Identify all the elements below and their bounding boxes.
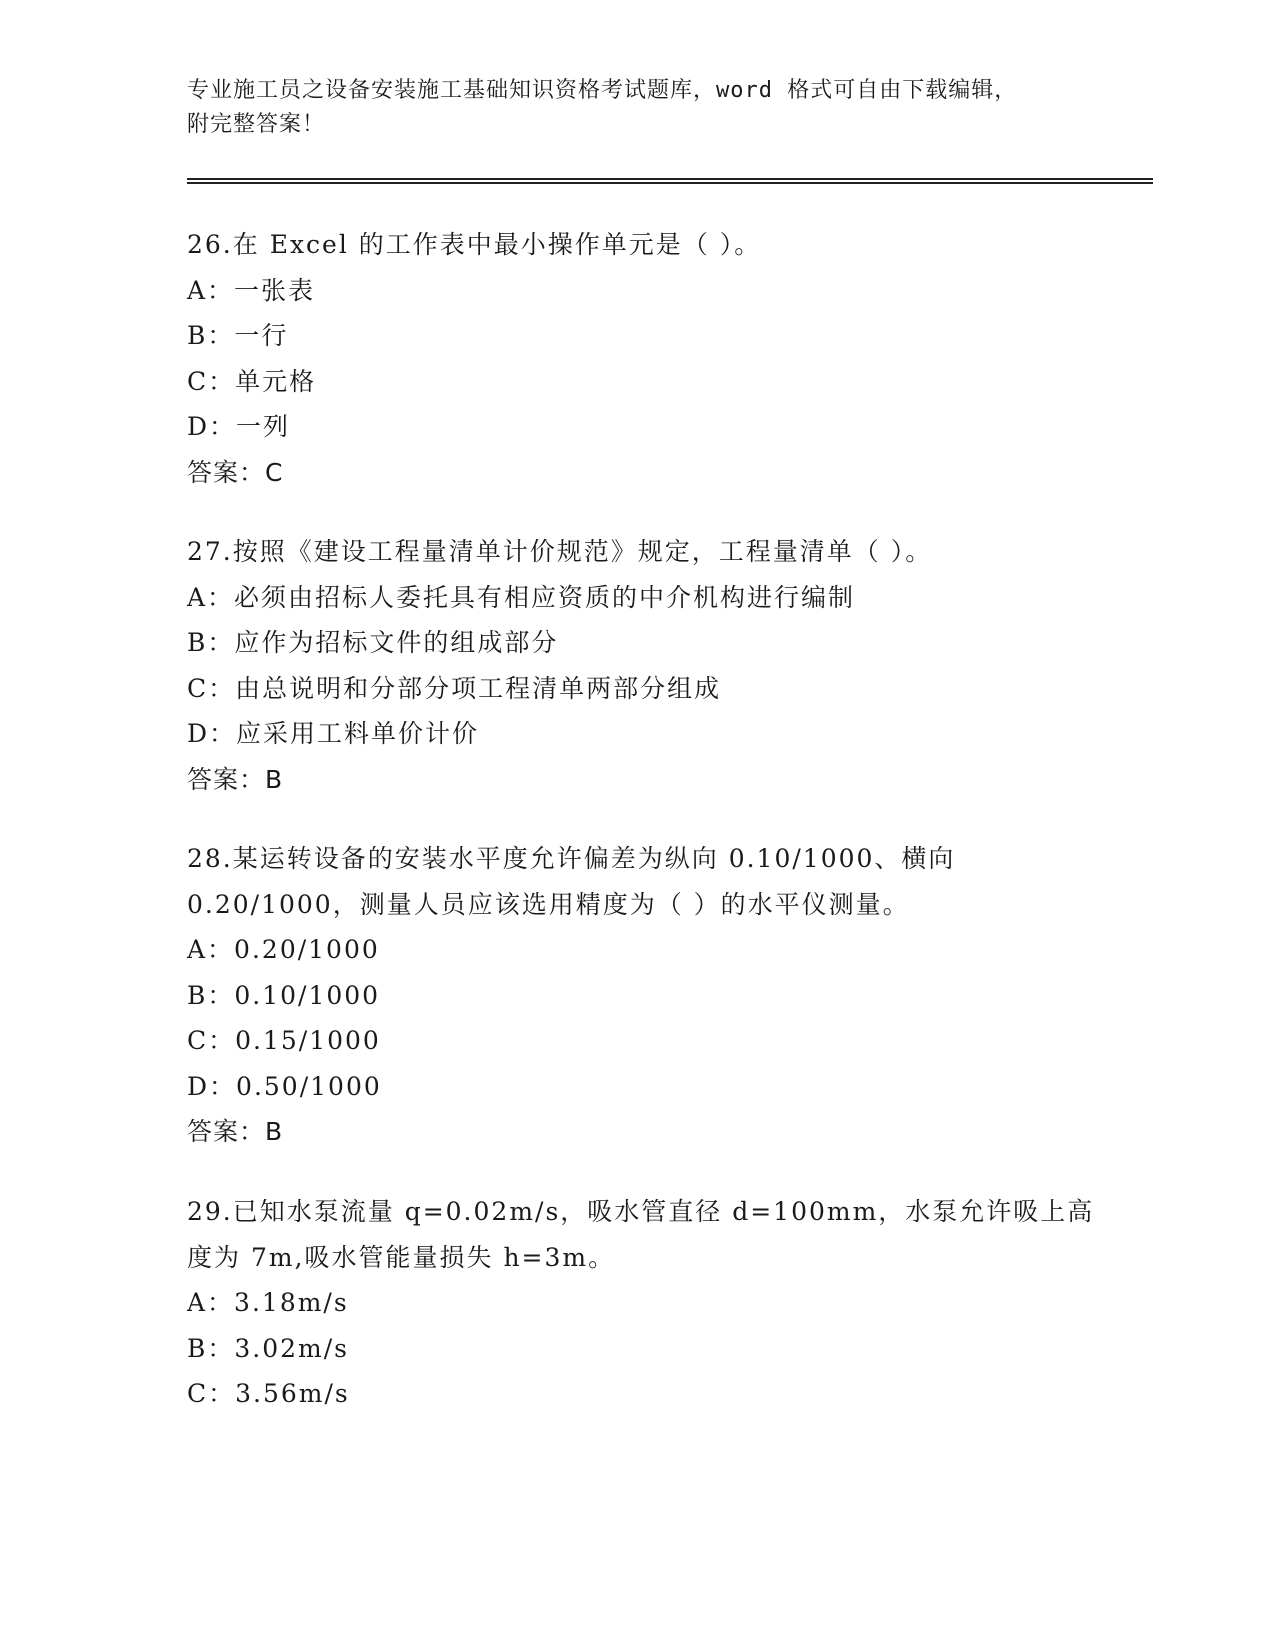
question-stem-line-2: 度为 7m,吸水管能量损失 h=3m。 — [187, 1242, 616, 1272]
option-c: C：由总说明和分部分项工程清单两部分组成 — [187, 673, 722, 703]
question-26 — [187, 222, 1107, 495]
option-a: A：一张表 — [187, 275, 316, 305]
option-d: D：一列 — [187, 412, 291, 441]
option-c: C：3.56m/s — [187, 1379, 350, 1408]
question-stem: 27.按照《建设工程量清单计价规范》规定，工程量清单（ ）。 — [187, 537, 933, 566]
option-d: D：应采用工料单价计价 — [187, 719, 480, 748]
question-stem-line-2: 0.20/1000，测量人员应该选用精度为（ ）的水平仪测量。 — [187, 889, 910, 919]
option-a: A：0.20/1000 — [187, 935, 380, 964]
option-b: B：3.02m/s — [187, 1333, 349, 1363]
option-a: A：3.18m/s — [187, 1288, 349, 1317]
option-a: A：必须由招标人委托具有相应资质的中介机构进行编制 — [187, 582, 856, 612]
document-header — [187, 74, 1107, 142]
question-stem: 26.在 Excel 的工作表中最小操作单元是（ ）。 — [187, 230, 762, 259]
header-divider — [187, 178, 1153, 184]
question-stem-line-1: 29.已知水泵流量 q=0.02m/s，吸水管直径 d=100mm，水泵允许吸上高 — [187, 1197, 1095, 1226]
question-stem-line-1: 28.某运转设备的安装水平度允许偏差为纵向 0.10/1000、横向 — [187, 844, 956, 873]
question-28 — [187, 836, 1107, 1155]
header-line-1: 专业施工员之设备安装施工基础知识资格考试题库，word 格式可自由下载编辑， — [187, 78, 1018, 103]
option-b: B：应作为招标文件的组成部分 — [187, 628, 559, 657]
option-d: D：0.50/1000 — [187, 1071, 382, 1101]
question-29 — [187, 1189, 1107, 1417]
option-c: C：单元格 — [187, 366, 317, 396]
answer-label: 答案：B — [187, 764, 284, 794]
question-27 — [187, 529, 1107, 802]
option-c: C：0.15/1000 — [187, 1026, 381, 1055]
answer-label: 答案：B — [187, 1117, 284, 1146]
header-line-2: 附完整答案！ — [187, 112, 326, 137]
option-b: B：一行 — [187, 321, 289, 350]
option-b: B：0.10/1000 — [187, 980, 381, 1010]
answer-label: 答案：C — [187, 457, 284, 487]
